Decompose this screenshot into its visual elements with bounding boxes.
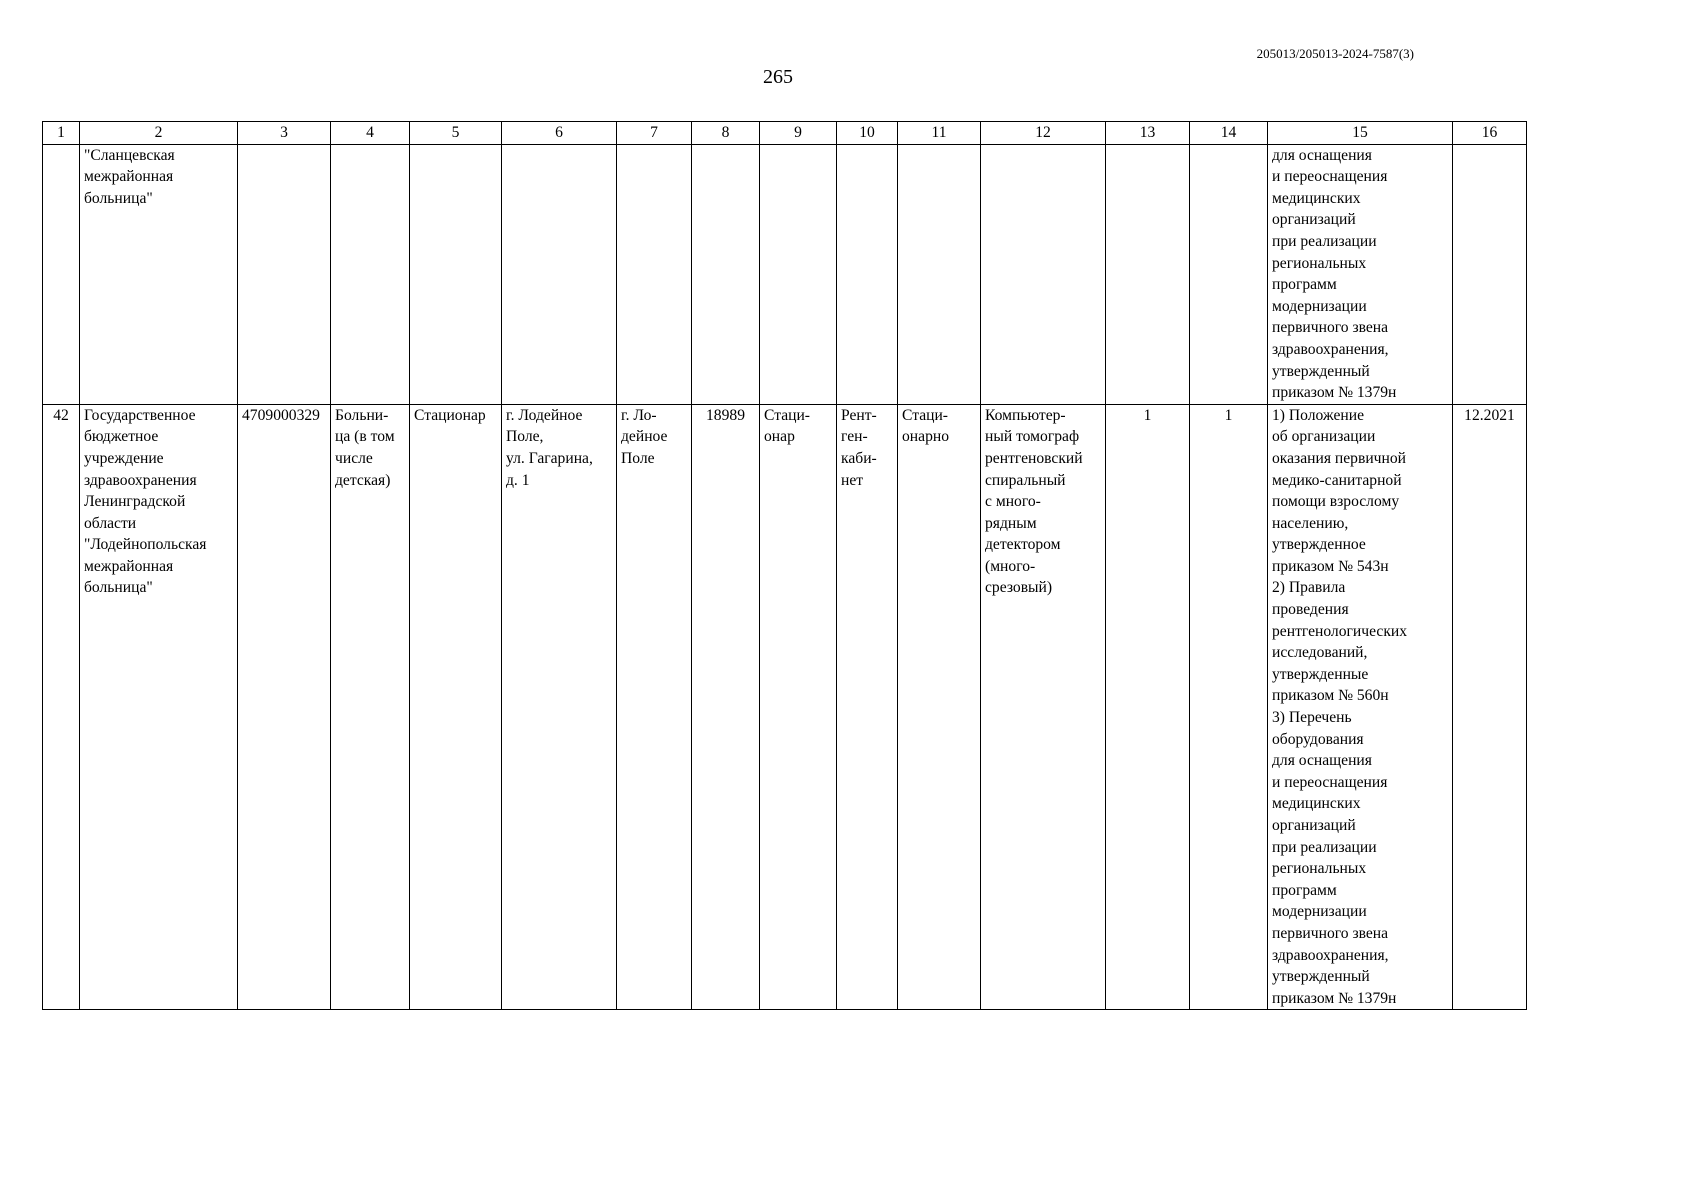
column-header: 4 (331, 122, 410, 145)
cell-regulations: для оснащения и переоснащения медицинских организаций при реализации региональных программ модернизации первичного звена здравоохранения, утвержденный приказом № 1379н (1268, 144, 1453, 404)
column-header: 16 (1453, 122, 1527, 145)
column-header: 6 (502, 122, 617, 145)
cell-mode: Стаци- онарно (898, 404, 981, 1010)
cell-facility-type (331, 144, 410, 404)
data-table (42, 121, 1527, 1010)
column-header: 8 (692, 122, 760, 145)
page-number: 265 (763, 66, 793, 88)
column-header: 2 (80, 122, 238, 145)
cell-quantity: 1 (1106, 404, 1190, 1010)
cell-equipment: Компьютер- ный томограф рентгеновский спиральный с много- рядным детектором (много- срезовый) (981, 404, 1106, 1010)
column-header: 14 (1190, 122, 1268, 145)
cell-care-form: Стационар (410, 404, 502, 1010)
column-header: 11 (898, 122, 981, 145)
cell-quantity-2 (1190, 144, 1268, 404)
cell-row-number: 42 (43, 404, 80, 1010)
cell-date: 12.2021 (1453, 404, 1527, 1010)
cell-locality (617, 144, 692, 404)
table-row (43, 404, 1527, 1010)
cell-facility-type: Больни- ца (в том числе детская) (331, 404, 410, 1010)
cell-row-number (43, 144, 80, 404)
table-row (43, 144, 1527, 404)
column-header: 3 (238, 122, 331, 145)
cell-unit: Рент- ген- каби- нет (837, 404, 898, 1010)
cell-regulations: 1) Положение об организации оказания первичной медико-санитарной помощи взрослому населению, утвержденное приказом № 543н 2) Правила проведения рентгенологических исследований, утвержденные приказом № 560н 3) Перечень оборудования для оснащения и переоснащения медицинских организаций при реализации региональных программ модернизации первичного звена здравоохранения, утвержденный приказом № 1379н (1268, 404, 1453, 1010)
cell-inn (238, 144, 331, 404)
cell-quantity (1106, 144, 1190, 404)
cell-inn: 4709000329 (238, 404, 331, 1010)
cell-care-conditions (760, 144, 837, 404)
cell-locality: г. Ло- дейное Поле (617, 404, 692, 1010)
cell-organization-name: "Сланцевская межрайонная больница" (80, 144, 238, 404)
cell-unit (837, 144, 898, 404)
cell-equipment (981, 144, 1106, 404)
column-header: 7 (617, 122, 692, 145)
cell-population: 18989 (692, 404, 760, 1010)
column-header: 5 (410, 122, 502, 145)
cell-quantity-2: 1 (1190, 404, 1268, 1010)
column-header: 12 (981, 122, 1106, 145)
cell-care-form (410, 144, 502, 404)
column-header: 1 (43, 122, 80, 145)
cell-mode (898, 144, 981, 404)
cell-care-conditions: Стаци- онар (760, 404, 837, 1010)
cell-population (692, 144, 760, 404)
cell-date (1453, 144, 1527, 404)
column-header: 10 (837, 122, 898, 145)
cell-organization-name: Государственное бюджетное учреждение здравоохранения Ленинградской области "Лодейнопольская межрайонная больница" (80, 404, 238, 1010)
column-header: 13 (1106, 122, 1190, 145)
cell-address: г. Лодейное Поле, ул. Гагарина, д. 1 (502, 404, 617, 1010)
column-header: 9 (760, 122, 837, 145)
column-number-row (43, 122, 1527, 145)
document-code: 205013/205013-2024-7587(3) (1256, 46, 1414, 61)
column-header: 15 (1268, 122, 1453, 145)
cell-address (502, 144, 617, 404)
